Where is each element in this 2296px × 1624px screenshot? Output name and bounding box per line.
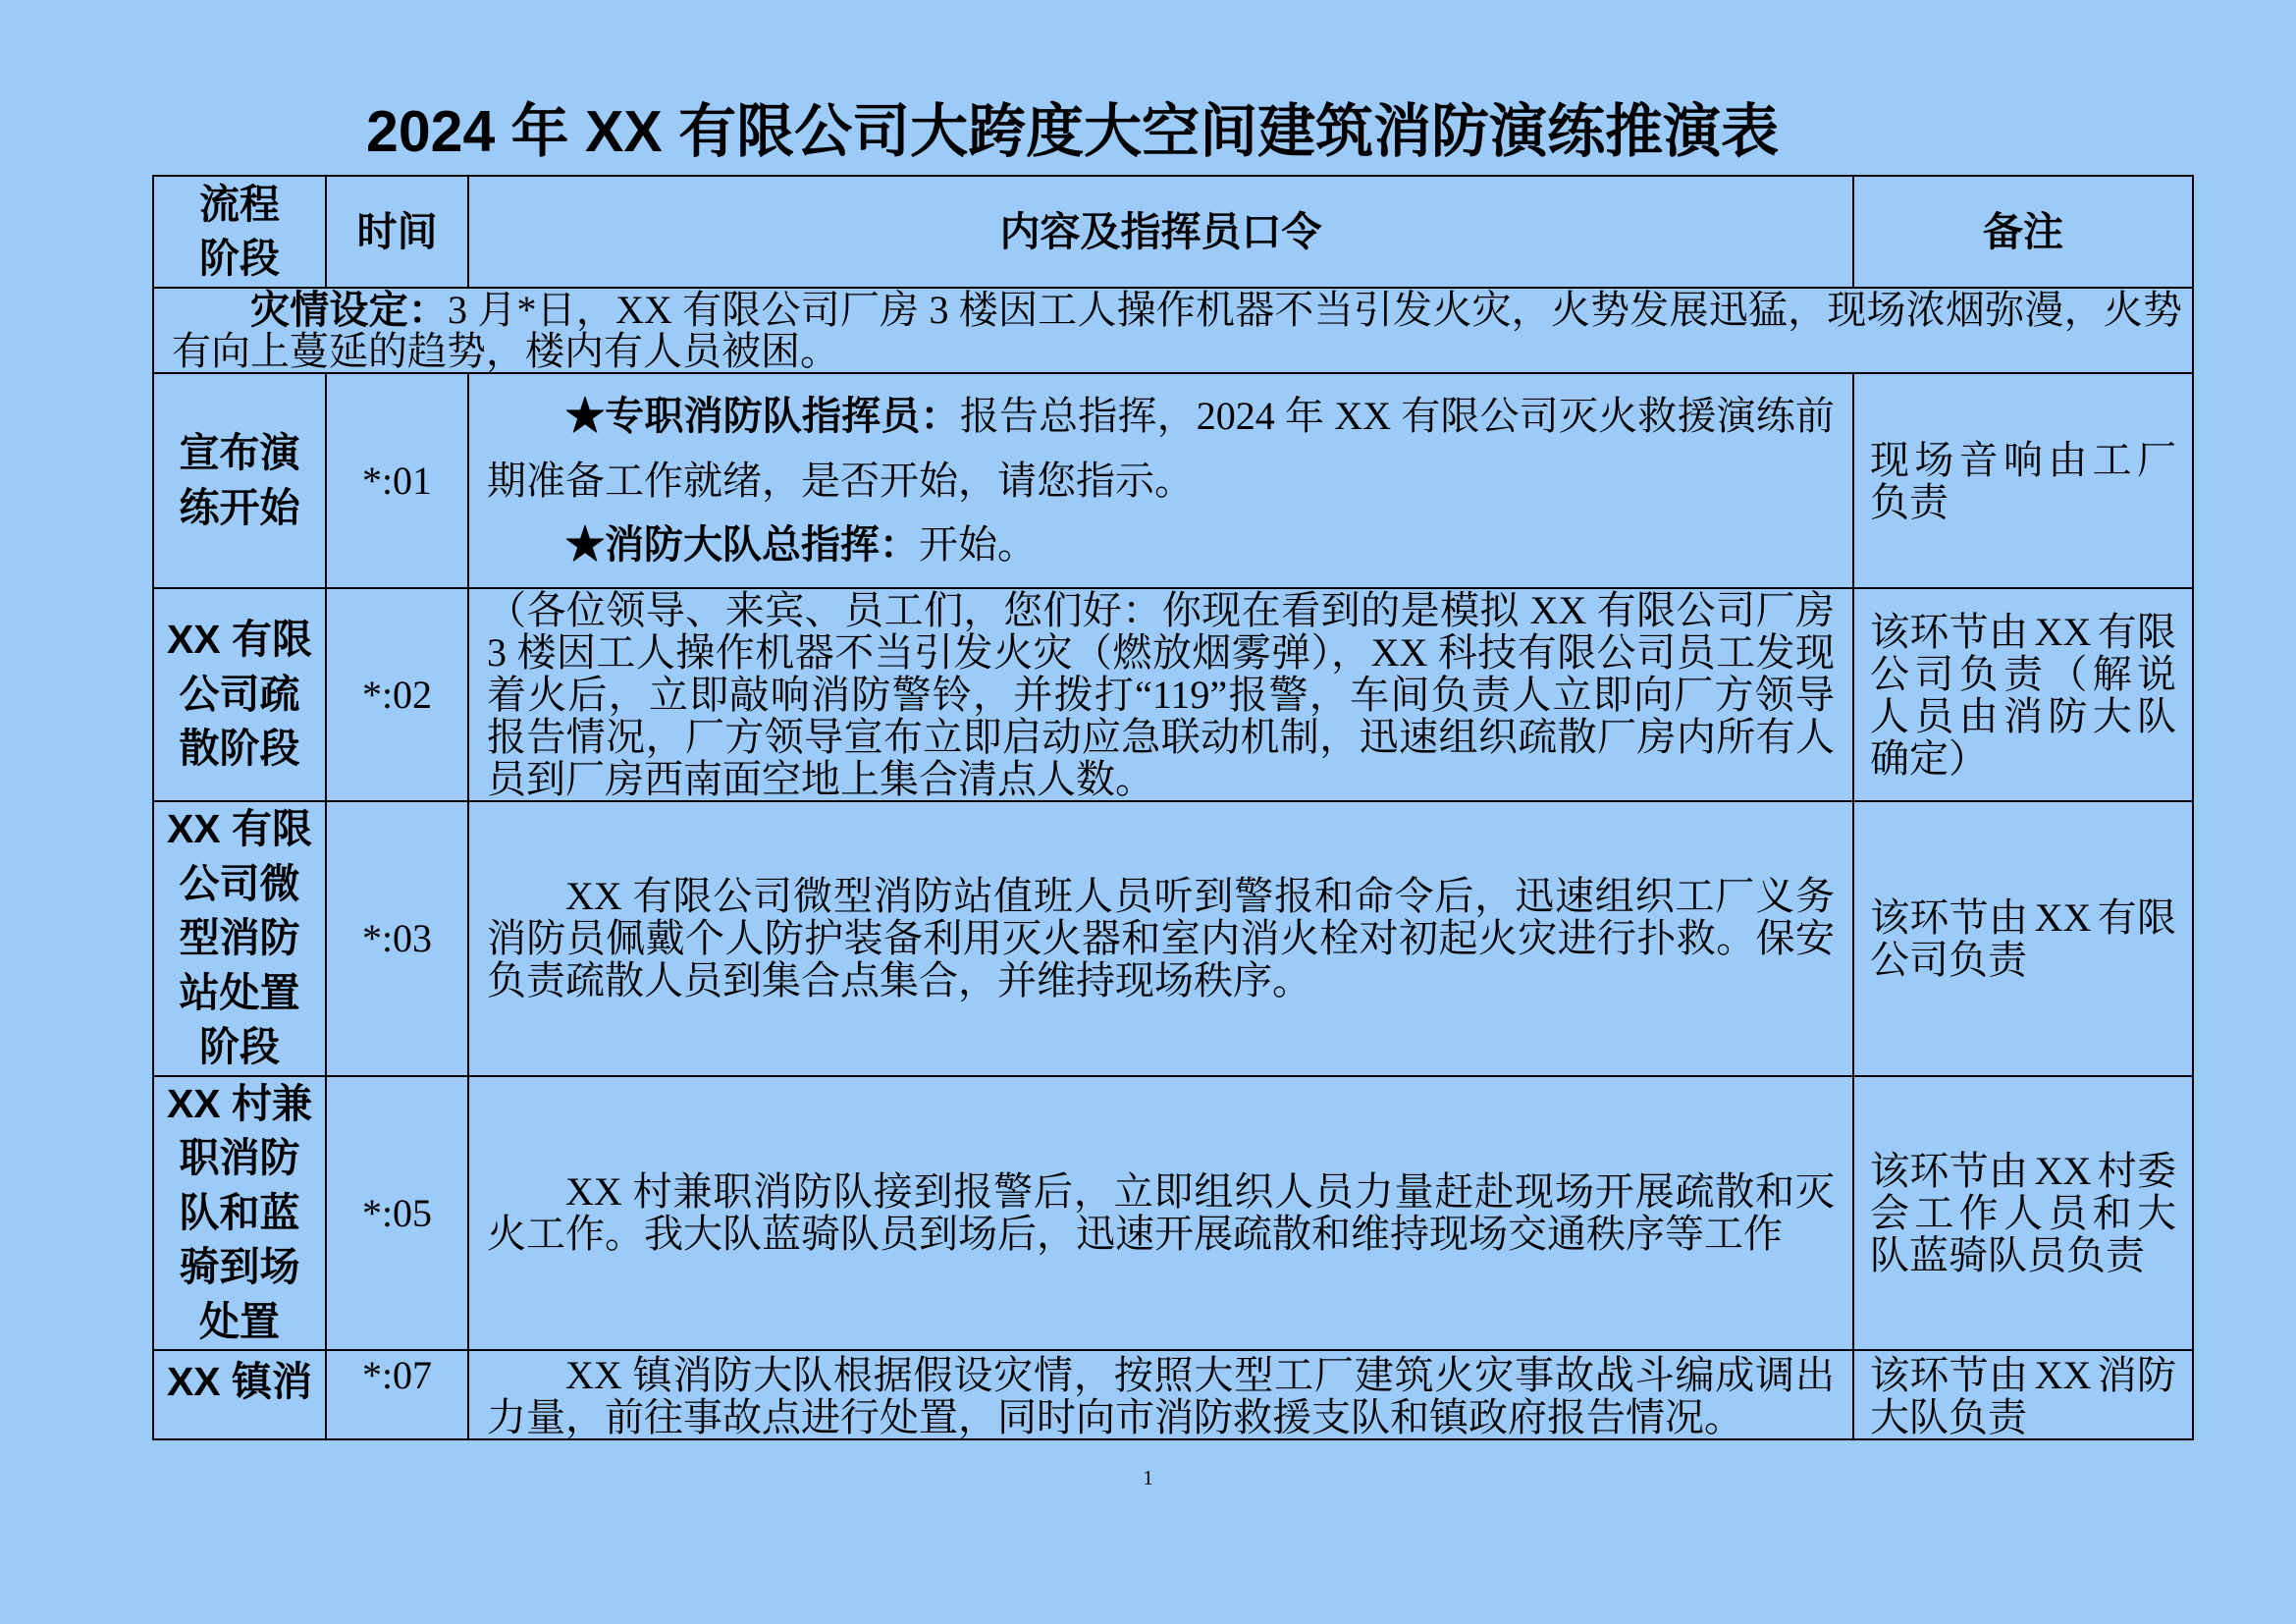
stage-cell: XX 有限公司疏散阶段 xyxy=(153,588,326,801)
scenario-row xyxy=(153,288,2193,373)
scenario-label: 灾情设定： xyxy=(250,288,449,332)
command-text: 报告总指挥，2024 年 XX 有限公司灭火救援演练前期准备工作就绪，是否开始，请您指示。 xyxy=(487,394,1836,503)
content-cell xyxy=(468,373,1853,588)
command-line xyxy=(487,513,1835,577)
content-cell: （各位领导、来宾、员工们，您们好：你现在看到的是模拟 XX 有限公司厂房 3 楼因工人操作机器不当引发火灾（燃放烟雾弹），XX 科技有限公司员工发现着火后，立即敲响消防警铃，并拨打“119”报警，车间负责人立即向厂方领导报告情况，厂方领导宣布立即启动应急联动机制，迅速组织疏散厂房内所有人员到厂房西南面空地上集合清点人数。 xyxy=(468,588,1853,801)
command-text: 开始。 xyxy=(919,522,1037,567)
scenario-cell xyxy=(153,288,2193,373)
stage-cell: 宣布演练开始 xyxy=(153,373,326,588)
note-cell: 该环节由 XX 村委会工作人员和大队蓝骑队员负责 xyxy=(1853,1076,2193,1351)
table-row xyxy=(153,588,2193,801)
header-stage: 流程阶段 xyxy=(153,176,326,288)
speaker-label: ★消防大队总指挥： xyxy=(565,523,919,567)
time-cell: *:02 xyxy=(326,588,468,801)
page-title: 2024 年 XX 有限公司大跨度大空间建筑消防演练推演表 xyxy=(366,99,1780,164)
content-cell: XX 村兼职消防队接到报警后，立即组织人员力量赶赴现场开展疏散和灭火工作。我大队蓝骑队员到场后，迅速开展疏散和维持现场交通秩序等工作 xyxy=(468,1076,1853,1351)
time-cell: *:01 xyxy=(326,373,468,588)
note-cell: 现场音响由工厂负责 xyxy=(1853,373,2193,588)
stage-cell: XX 有限公司微型消防站处置阶段 xyxy=(153,801,326,1076)
note-cell: 该环节由 XX 消防大队负责 xyxy=(1853,1350,2193,1439)
note-cell: 该环节由 XX 有限公司负责（解说人员由消防大队确定） xyxy=(1853,588,2193,801)
header-time: 时间 xyxy=(326,176,468,288)
header-note: 备注 xyxy=(1853,176,2193,288)
drill-table xyxy=(152,175,2194,1440)
stage-cell: XX 村兼职消防队和蓝骑到场处置 xyxy=(153,1076,326,1351)
time-cell: *:03 xyxy=(326,801,468,1076)
header-row xyxy=(153,176,2193,288)
content-cell: XX 镇消防大队根据假设灾情，按照大型工厂建筑火灾事故战斗编成调出力量，前往事故点进行处置，同时向市消防救援支队和镇政府报告情况。 xyxy=(468,1350,1853,1439)
table-row xyxy=(153,373,2193,588)
table-row xyxy=(153,1076,2193,1351)
time-cell: *:07 xyxy=(326,1350,468,1439)
scenario-text: 3 月*日，XX 有限公司厂房 3 楼因工人操作机器不当引发火灾，火势发展迅猛，现场浓烟弥漫，火势有向上蔓延的趋势，楼内有人员被困。 xyxy=(172,287,2182,373)
table-row xyxy=(153,1350,2193,1439)
stage-cell: XX 镇消 xyxy=(153,1350,326,1439)
header-content: 内容及指挥员口令 xyxy=(468,176,1853,288)
speaker-label: ★专职消防队指挥员： xyxy=(565,395,960,438)
time-cell: *:05 xyxy=(326,1076,468,1351)
document-sheet xyxy=(0,175,2296,1489)
note-cell: 该环节由 XX 有限公司负责 xyxy=(1853,801,2193,1076)
table-row xyxy=(153,801,2193,1076)
page-number: 1 xyxy=(1143,1466,1153,1489)
content-cell: XX 有限公司微型消防站值班人员听到警报和命令后，迅速组织工厂义务消防员佩戴个人防护装备利用灭火器和室内消火栓对初起火灾进行扑救。保安负责疏散人员到集合点集合，并维持现场秩序。 xyxy=(468,801,1853,1076)
command-line xyxy=(487,384,1835,513)
